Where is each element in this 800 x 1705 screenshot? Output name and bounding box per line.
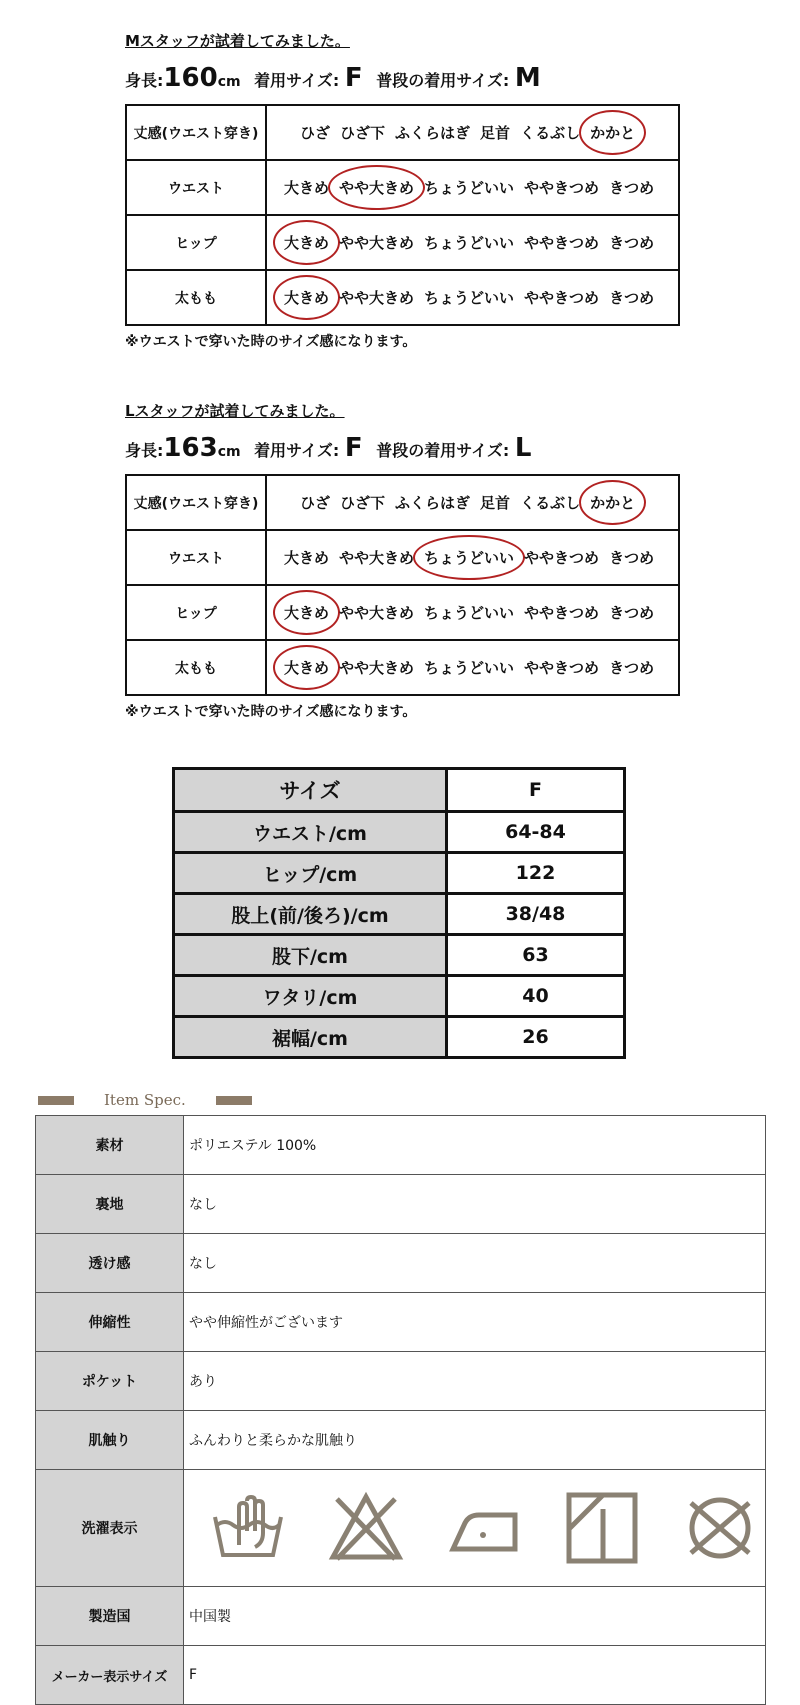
size-row <box>174 853 625 894</box>
fit-option: きつめ <box>609 549 655 567</box>
size-row <box>174 976 625 1017</box>
size-row-value: 64-84 <box>447 812 625 853</box>
staff-m-meta <box>125 58 680 98</box>
spec-value: ポリエステル 100% <box>184 1116 766 1175</box>
fit-option: くるぶし <box>520 124 581 142</box>
fit-option: やや大きめ <box>339 289 415 307</box>
fit-row <box>126 270 679 325</box>
fit-row-label: ウエスト <box>126 160 266 215</box>
fit-option: 足首 <box>480 124 511 142</box>
fit-option: くるぶし <box>520 494 581 512</box>
fit-row <box>126 530 679 585</box>
usual-size: M <box>514 63 541 93</box>
spec-key: 透け感 <box>36 1234 184 1293</box>
size-row-value: 38/48 <box>447 894 625 935</box>
height-unit: cm <box>217 74 241 90</box>
staff-l-title: Lスタッフが試着してみました。 <box>125 402 345 420</box>
fit-option-selected: 大きめ <box>279 602 334 623</box>
fit-option: ふくらはぎ <box>395 494 471 512</box>
size-table-header <box>174 769 625 812</box>
fit-option: ひざ <box>300 494 331 512</box>
fit-option: ちょうどいい <box>424 179 515 197</box>
spec-key: 裏地 <box>36 1175 184 1234</box>
spec-value: あり <box>184 1352 766 1411</box>
fit-option: きつめ <box>609 179 655 197</box>
fit-option: 大きめ <box>284 179 330 197</box>
size-row-value: 26 <box>447 1017 625 1058</box>
staff-l-fit-table <box>125 474 680 696</box>
fit-options <box>266 105 679 160</box>
fit-option-selected: やや大きめ <box>334 177 419 198</box>
fit-row-label: ヒップ <box>126 585 266 640</box>
size-row-value: 40 <box>447 976 625 1017</box>
spec-value: 中国製 <box>184 1587 766 1646</box>
spec-key: 洗濯表示 <box>36 1470 184 1587</box>
heading-bar-right <box>216 1096 252 1105</box>
spec-row <box>36 1234 766 1293</box>
spec-value: F <box>184 1646 766 1705</box>
fit-option: 大きめ <box>284 549 330 567</box>
no-bleach-icon <box>327 1489 405 1567</box>
fit-option: ややきつめ <box>524 234 600 252</box>
fit-option-selected: 大きめ <box>279 287 334 308</box>
heading-bar-left <box>38 1096 74 1105</box>
spec-row <box>36 1352 766 1411</box>
fit-option: やや大きめ <box>339 659 415 677</box>
usual-size-label: 普段の着用サイズ: <box>376 441 510 460</box>
spec-key: 素材 <box>36 1116 184 1175</box>
fit-option: ちょうどいい <box>424 289 515 307</box>
spec-row <box>36 1175 766 1234</box>
height-label: 身長: <box>125 441 164 460</box>
height-value: 160 <box>163 63 218 93</box>
fit-option: ひざ下 <box>340 494 386 512</box>
staff-m-block <box>125 30 680 352</box>
spec-key: ポケット <box>36 1352 184 1411</box>
staff-m-title: Mスタッフが試着してみました。 <box>125 32 350 50</box>
fit-options <box>266 215 679 270</box>
fit-option-selected: かかと <box>585 122 640 143</box>
fit-row <box>126 640 679 695</box>
size-header-label: サイズ <box>174 769 447 812</box>
spec-row <box>36 1116 766 1175</box>
fit-option: ややきつめ <box>524 549 600 567</box>
usual-size-label: 普段の着用サイズ: <box>376 71 510 90</box>
spec-row-maker-size <box>36 1646 766 1705</box>
hand-wash-icon <box>209 1489 287 1567</box>
item-spec-heading <box>38 1088 252 1110</box>
size-row-label: ウエスト/cm <box>174 812 447 853</box>
fit-option: やや大きめ <box>339 234 415 252</box>
fit-option: 足首 <box>480 494 511 512</box>
staff-l-meta <box>125 428 680 468</box>
fit-option: ややきつめ <box>524 659 600 677</box>
wear-size: F <box>344 433 363 463</box>
spec-row <box>36 1411 766 1470</box>
fit-options <box>266 640 679 695</box>
fit-row <box>126 105 679 160</box>
care-icons-cell <box>184 1470 766 1587</box>
spec-row-care <box>36 1470 766 1587</box>
fit-row-label: 丈感(ウエスト穿き) <box>126 105 266 160</box>
size-row-label: ワタリ/cm <box>174 976 447 1017</box>
size-row-label: 股下/cm <box>174 935 447 976</box>
low-iron-icon <box>445 1489 523 1567</box>
usual-size: L <box>514 433 532 463</box>
fit-row-label: 丈感(ウエスト穿き) <box>126 475 266 530</box>
fit-option-selected: かかと <box>585 492 640 513</box>
fit-row-label: 太もも <box>126 640 266 695</box>
fit-options <box>266 585 679 640</box>
fit-option-selected: ちょうどいい <box>419 547 519 568</box>
staff-m-fit-table <box>125 104 680 326</box>
size-row <box>174 894 625 935</box>
wear-size-label: 着用サイズ: <box>254 441 340 460</box>
fit-option: ちょうどいい <box>424 659 515 677</box>
spec-key: 製造国 <box>36 1587 184 1646</box>
size-table <box>172 767 626 1059</box>
fit-option-selected: 大きめ <box>279 232 334 253</box>
staff-m-note: ※ウエストで穿いた時のサイズ感になります。 <box>125 334 417 350</box>
drip-dry-icon <box>563 1489 641 1567</box>
fit-option: きつめ <box>609 604 655 622</box>
fit-option: やや大きめ <box>339 549 415 567</box>
item-spec-heading-text: Item Spec. <box>104 1091 186 1109</box>
height-label: 身長: <box>125 71 164 90</box>
fit-option: きつめ <box>609 234 655 252</box>
spec-value: ふんわりと柔らかな肌触り <box>184 1411 766 1470</box>
staff-l-note: ※ウエストで穿いた時のサイズ感になります。 <box>125 704 417 720</box>
size-row-value: 63 <box>447 935 625 976</box>
fit-option: ややきつめ <box>524 604 600 622</box>
fit-options <box>266 160 679 215</box>
size-row-label: ヒップ/cm <box>174 853 447 894</box>
staff-l-block <box>125 400 680 722</box>
fit-option: きつめ <box>609 289 655 307</box>
wear-size-label: 着用サイズ: <box>254 71 340 90</box>
fit-row <box>126 585 679 640</box>
fit-option: ちょうどいい <box>424 234 515 252</box>
spec-key: 伸縮性 <box>36 1293 184 1352</box>
spec-key: 肌触り <box>36 1411 184 1470</box>
size-row-value: 122 <box>447 853 625 894</box>
spec-key: メーカー表示サイズ <box>36 1646 184 1705</box>
height-unit: cm <box>217 444 241 460</box>
fit-row <box>126 475 679 530</box>
size-row <box>174 1017 625 1058</box>
size-header-value: F <box>447 769 625 812</box>
fit-options <box>266 270 679 325</box>
size-row-label: 裾幅/cm <box>174 1017 447 1058</box>
fit-row <box>126 160 679 215</box>
spec-value: なし <box>184 1234 766 1293</box>
fit-option-selected: 大きめ <box>279 657 334 678</box>
fit-row-label: ウエスト <box>126 530 266 585</box>
fit-option: ひざ <box>300 124 331 142</box>
spec-row <box>36 1293 766 1352</box>
item-spec-table <box>35 1115 766 1705</box>
fit-row-label: ヒップ <box>126 215 266 270</box>
size-row-label: 股上(前/後ろ)/cm <box>174 894 447 935</box>
spec-row-origin <box>36 1587 766 1646</box>
fit-options <box>266 475 679 530</box>
fit-option: ふくらはぎ <box>395 124 471 142</box>
size-row <box>174 812 625 853</box>
fit-option: ややきつめ <box>524 289 600 307</box>
fit-option: ちょうどいい <box>424 604 515 622</box>
spec-value: なし <box>184 1175 766 1234</box>
fit-option: きつめ <box>609 659 655 677</box>
fit-option: ややきつめ <box>524 179 600 197</box>
height-value: 163 <box>163 433 218 463</box>
fit-option: ひざ下 <box>340 124 386 142</box>
no-dry-clean-icon <box>681 1489 759 1567</box>
fit-row <box>126 215 679 270</box>
fit-option: やや大きめ <box>339 604 415 622</box>
spec-value: やや伸縮性がございます <box>184 1293 766 1352</box>
fit-options <box>266 530 679 585</box>
fit-row-label: 太もも <box>126 270 266 325</box>
size-row <box>174 935 625 976</box>
wear-size: F <box>344 63 363 93</box>
